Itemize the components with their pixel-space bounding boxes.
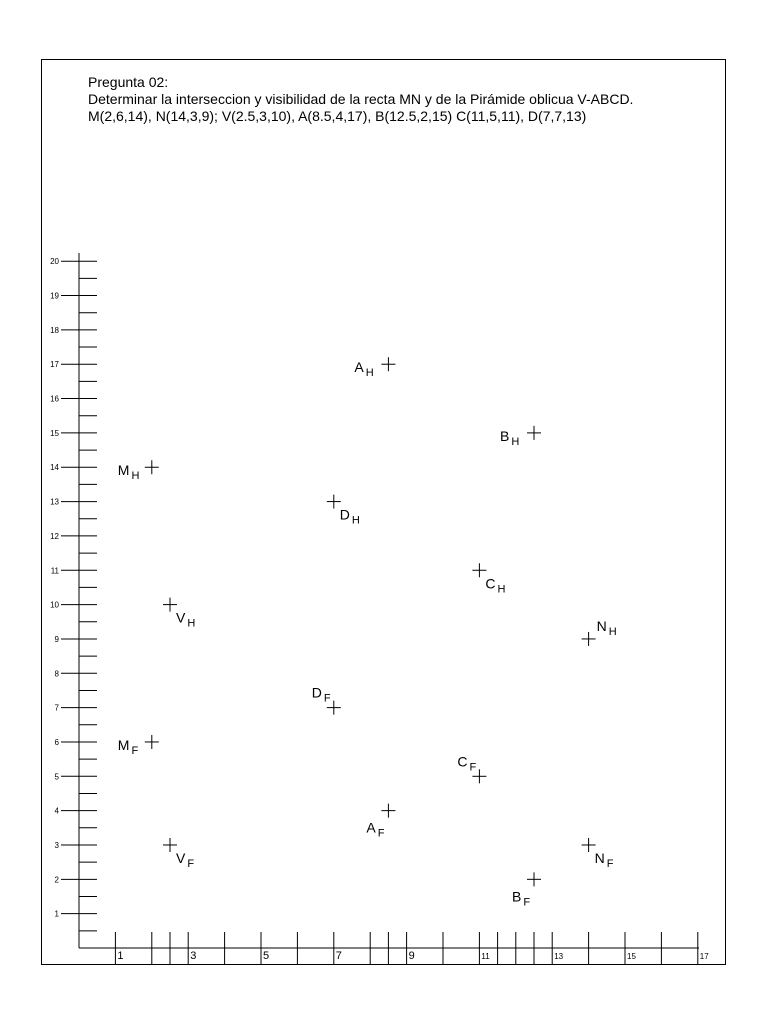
y-tick-label: 7	[54, 703, 59, 713]
x-tick-label: 3	[190, 950, 197, 962]
y-tick-label: 13	[50, 497, 59, 507]
point-a-h-label: A $_H$	[354, 359, 374, 380]
x-tick-label: 5	[263, 950, 270, 962]
point-c-h-label: C $_H$	[485, 575, 506, 596]
y-tick-label: 4	[54, 806, 59, 816]
y-tick-label: 6	[54, 737, 59, 747]
problem-instruction: Determinar la interseccion y visibilidad de la recta MN y de la Pirámide oblicua V-ABCD.	[88, 91, 634, 107]
point-v-h-label: V $_H$	[176, 609, 196, 630]
x-tick-label: 17	[699, 952, 709, 961]
y-tick-label: 2	[54, 875, 59, 885]
point-b-f-label: B $_F$	[512, 888, 531, 909]
point-d-h-label: D $_H$	[339, 506, 360, 527]
point-m-h-label: M $_H$	[117, 462, 140, 483]
x-tick-label: 9	[408, 950, 415, 962]
y-tick-label: 3	[54, 840, 59, 850]
y-tick-label: 12	[50, 531, 59, 541]
point-d-f-label: D $_F$	[311, 684, 331, 705]
problem-title: Pregunta 02:	[88, 74, 169, 90]
y-tick-label: 11	[50, 566, 59, 576]
x-tick-label: 1	[117, 950, 124, 962]
y-tick-label: 9	[54, 634, 59, 644]
y-tick-label: 5	[54, 772, 59, 782]
point-a-f-label: A $_F$	[366, 819, 385, 840]
point-n-f-label: N $_F$	[594, 849, 614, 870]
problem-coordinates: M(2,6,14), N(14,3,9); V(2.5,3,10), A(8.5,4,17), B(12.5,2,15) C(11,5,11), D(7,7,13)	[88, 108, 587, 124]
y-tick-label: 18	[50, 325, 59, 335]
point-b-h-label: B $_H$	[500, 427, 520, 448]
x-tick-label: 13	[554, 952, 564, 961]
y-tick-label: 1	[54, 909, 59, 919]
y-tick-label: 19	[50, 291, 59, 301]
y-tick-label: 8	[54, 669, 59, 679]
y-tick-label: 16	[50, 394, 59, 404]
point-v-f-label: V $_F$	[176, 849, 195, 870]
y-tick-label: 17	[50, 360, 59, 370]
y-tick-label: 10	[50, 600, 59, 610]
x-tick-label: 7	[335, 950, 342, 962]
point-m-f-label: M $_F$	[117, 736, 139, 757]
point-n-h-label: N $_H$	[596, 617, 617, 638]
y-tick-label: 15	[50, 428, 59, 438]
point-c-f-label: C $_F$	[457, 753, 477, 774]
y-tick-label: 14	[50, 463, 59, 473]
x-tick-label: 15	[627, 952, 636, 961]
x-tick-label: 11	[481, 952, 490, 961]
y-tick-label: 20	[50, 257, 59, 267]
